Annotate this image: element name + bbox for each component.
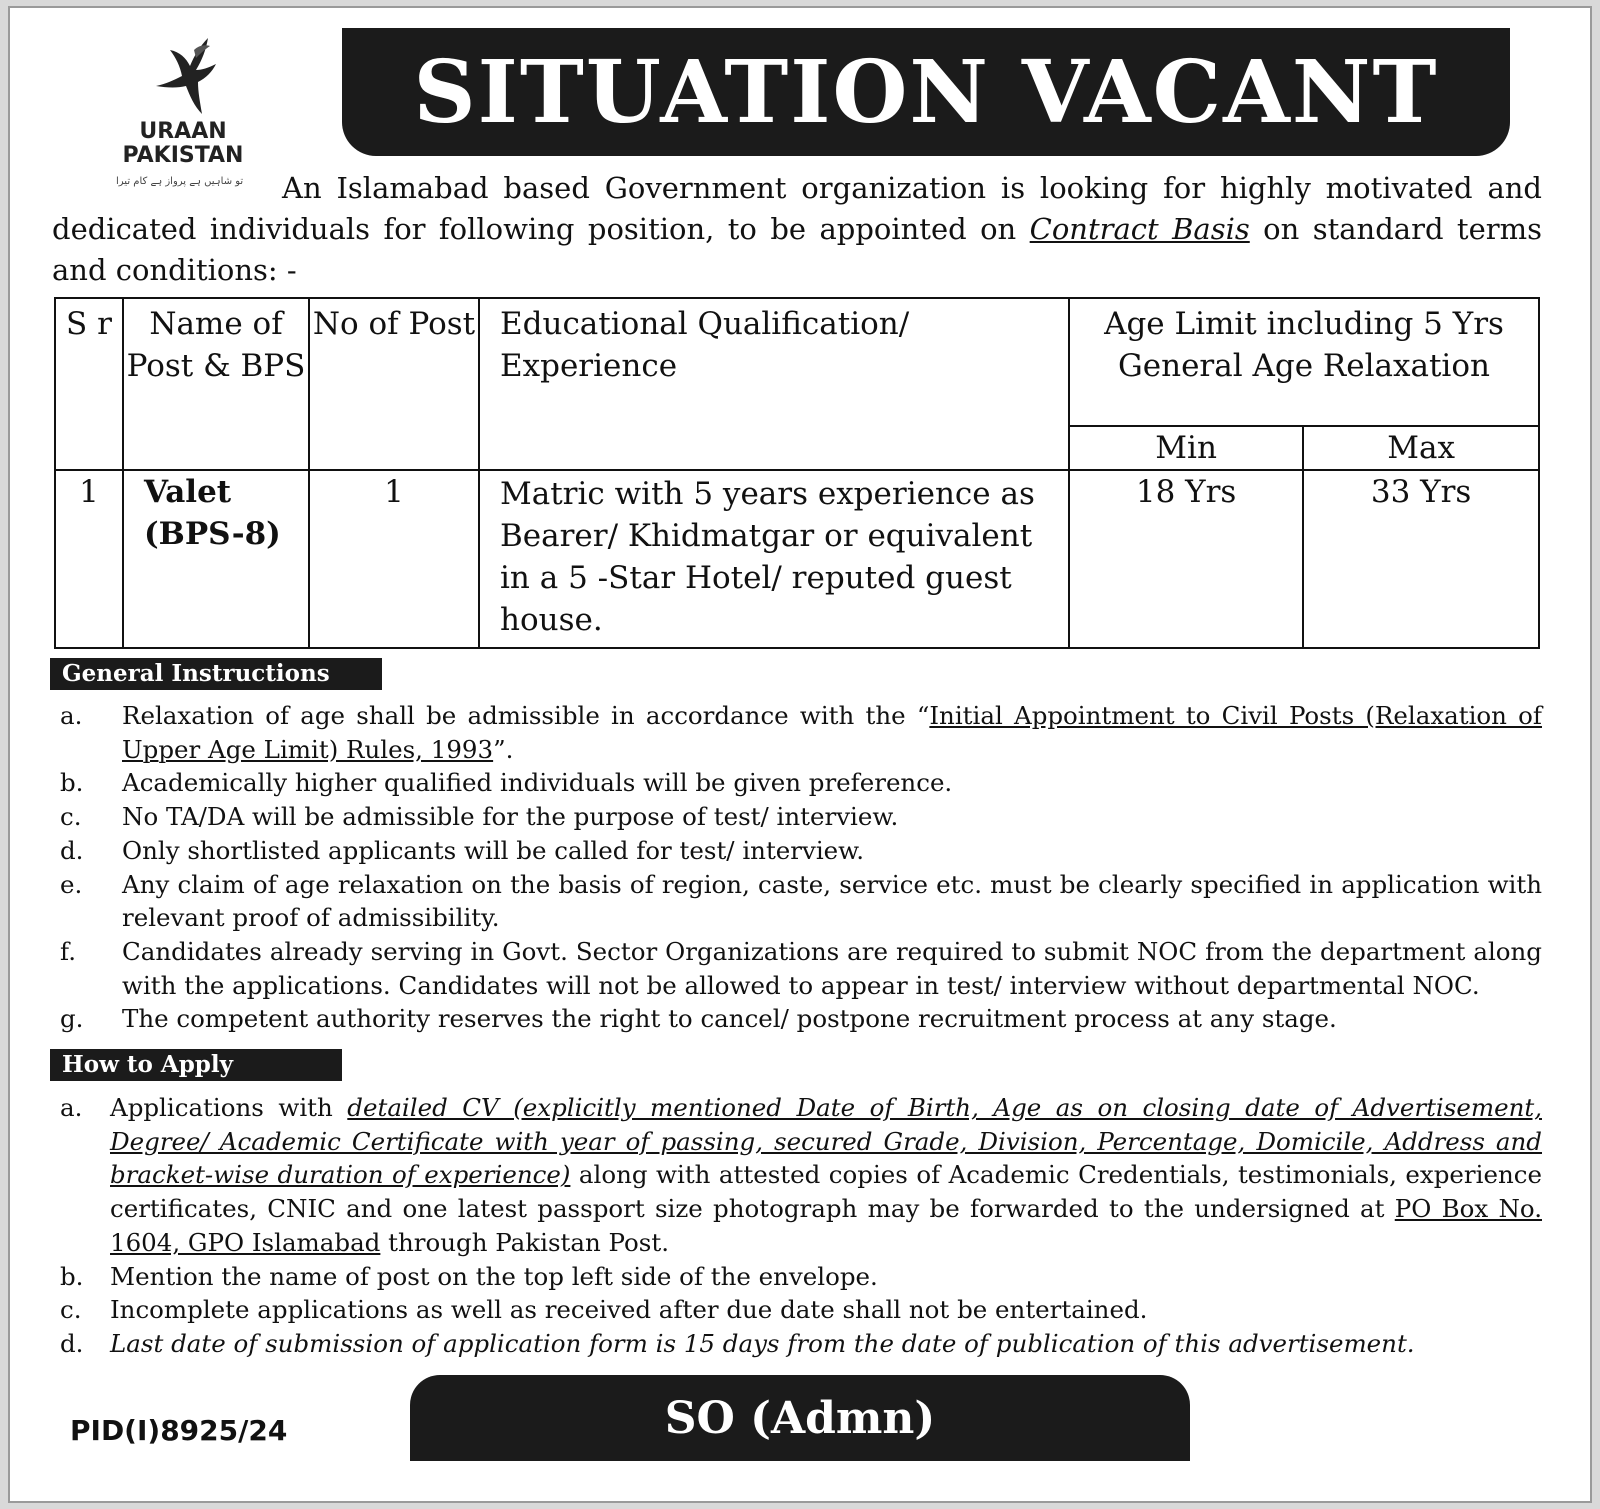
how-to-apply-list: [50, 1091, 1542, 1361]
logo-tagline: تو شاہیں ہے پرواز ہے کام تیرا: [116, 176, 244, 187]
table-header-row: [55, 298, 1539, 426]
header-qualification: Educational Qualification/ Experience: [479, 298, 1069, 470]
item-text: ”.: [493, 734, 514, 764]
cell-no-of-post: 1: [309, 470, 479, 648]
post-bps: (BPS-8): [144, 516, 281, 552]
eagle-icon: [150, 36, 220, 116]
pid-number: PID(I)8925/24: [70, 1414, 288, 1447]
contract-basis-text: Contract Basis: [1029, 212, 1250, 246]
vacancy-table: [54, 297, 1540, 649]
list-item: [50, 1002, 1542, 1036]
list-marker: d.: [60, 835, 84, 865]
post-name: Valet: [144, 474, 232, 510]
item-text: through Pakistan Post.: [380, 1227, 669, 1257]
signatory-banner: SO (Admn): [410, 1375, 1190, 1461]
last-date-text: Last date of submission of application form is 15 days from the date of publication of this advertisement.: [110, 1328, 1415, 1358]
list-item: [50, 766, 1542, 800]
list-marker: b.: [60, 1261, 84, 1291]
list-item: [50, 834, 1542, 868]
rules-reference: Initial Appointment to Civil Posts (Relaxation of Upper Age Limit) Rules, 1993: [122, 701, 1542, 764]
title-banner: SITUATION VACANT: [342, 28, 1510, 156]
item-text: Academically higher qualified individuals will be given preference.: [122, 768, 953, 798]
header-max: Max: [1303, 426, 1539, 470]
list-marker: f.: [60, 936, 76, 966]
list-marker: c.: [60, 802, 82, 832]
item-text: Only shortlisted applicants will be called for test/ interview.: [122, 835, 865, 865]
cell-post: [123, 470, 309, 648]
logo-line-1: URAAN: [139, 119, 227, 144]
list-marker: c.: [60, 1295, 82, 1325]
list-item: [50, 868, 1542, 935]
item-text: along with attested copies of Academic Credentials, testimonials, experience certificates, CNIC and one latest passport size photograph may be forwarded to the undersigned at: [110, 1160, 1542, 1224]
list-item: [50, 699, 1542, 766]
list-item: [50, 1260, 1542, 1294]
list-marker: a.: [60, 701, 83, 730]
list-item: [50, 800, 1542, 834]
item-text: Incomplete applications as well as received after due date shall not be entertained.: [110, 1295, 1148, 1325]
list-item: [50, 935, 1542, 1002]
header-age-limit: Age Limit including 5 Yrs General Age Relaxation: [1069, 298, 1539, 426]
logo-line-2: PAKISTAN: [122, 143, 244, 168]
general-instructions-heading: General Instructions: [50, 658, 382, 690]
item-text: The competent authority reserves the right to cancel/ postpone recruitment process at any stage.: [122, 1004, 1337, 1034]
intro-text-1: An Islamabad based Government organization is looking for highly motivated and dedicated individuals for following position, to be appointed on: [52, 171, 1542, 246]
cell-max-age: 33 Yrs: [1303, 470, 1539, 648]
table-row: [55, 470, 1539, 648]
how-to-apply-heading: How to Apply: [50, 1049, 342, 1081]
header-min: Min: [1069, 426, 1303, 470]
general-instructions-list: [50, 699, 1542, 1036]
intro-paragraph: [52, 168, 1542, 291]
cell-min-age: 18 Yrs: [1069, 470, 1303, 648]
item-text: No TA/DA will be admissible for the purpose of test/ interview.: [122, 802, 899, 832]
cv-requirements: detailed CV (explicitly mentioned Date of Birth, Age as on closing date of Advertisement, Degree/ Academic Certificate with year of passing, secured Grade, Division, Percentage, Domicile, Address and bracket-wise duration of experience): [110, 1093, 1542, 1190]
list-marker: d.: [60, 1328, 84, 1358]
list-marker: b.: [60, 768, 84, 798]
intro-text-2: on standard terms and conditions: -: [52, 212, 1542, 287]
item-text: Relaxation of age shall be admissible in accordance with the “: [122, 701, 930, 730]
advertisement-page: [8, 6, 1592, 1503]
list-marker: g.: [60, 1004, 84, 1034]
postal-address: PO Box No. 1604, GPO Islamabad: [110, 1194, 1542, 1257]
item-text: Applications with: [110, 1093, 348, 1122]
cell-qualification: Matric with 5 years experience as Bearer/ Khidmatgar or equivalent in a 5 -Star Hotel/ reputed guest house.: [479, 470, 1069, 648]
list-item: [50, 1293, 1542, 1327]
item-text: Any claim of age relaxation on the basis of region, caste, service etc. must be clearly specified in application with relevant proof of admissibility.: [122, 869, 1542, 933]
list-item: [50, 1091, 1542, 1260]
header-sr: S r: [55, 298, 123, 470]
item-text: Mention the name of post on the top left side of the envelope.: [110, 1261, 878, 1291]
list-item: [50, 1327, 1542, 1361]
header-post: Name of Post & BPS: [123, 298, 309, 470]
cell-sr: 1: [55, 470, 123, 648]
item-text: Candidates already serving in Govt. Sector Organizations are required to submit NOC from the department along with the applications. Candidates will not be allowed to appear in test/ interview without departmental NOC.: [122, 936, 1542, 1000]
header-no-of-post: No of Post: [309, 298, 479, 470]
list-marker: e.: [60, 869, 83, 899]
list-marker: a.: [60, 1093, 83, 1122]
